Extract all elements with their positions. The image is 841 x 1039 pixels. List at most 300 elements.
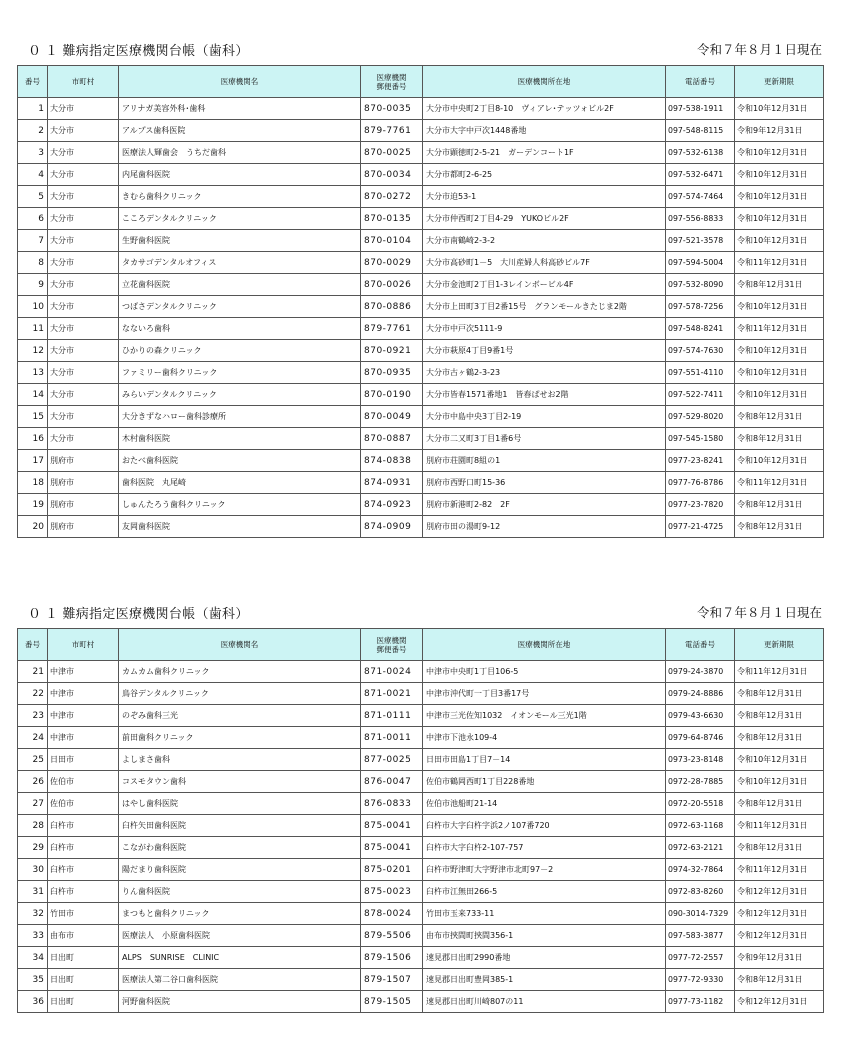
table-row <box>18 98 824 120</box>
table-row <box>18 252 824 274</box>
cell-address: 大分市古ヶ鶴2-3-23 <box>423 362 666 384</box>
cell-phone: 097-551-4110 <box>666 362 735 384</box>
cell-phone: 0979-64-8746 <box>666 727 735 749</box>
cell-address: 大分市高砂町1－5 大川産婦人科高砂ビル7F <box>423 252 666 274</box>
table-row <box>18 142 824 164</box>
section-header <box>0 601 841 621</box>
cell-expiry: 令和8年12月31日 <box>735 793 824 815</box>
table-row <box>18 771 824 793</box>
cell-no: 23 <box>18 705 48 727</box>
cell-expiry: 令和8年12月31日 <box>735 516 824 538</box>
cell-phone: 097-529-8020 <box>666 406 735 428</box>
table-row <box>18 683 824 705</box>
cell-phone: 0977-72-9330 <box>666 969 735 991</box>
cell-postal-code: 876-0047 <box>361 771 423 793</box>
cell-expiry: 令和8年12月31日 <box>735 837 824 859</box>
col-header-expiry: 更新期限 <box>735 66 824 98</box>
col-header-city: 市町村 <box>48 66 119 98</box>
cell-city: 大分市 <box>48 186 119 208</box>
cell-institution-name: こころデンタルクリニック <box>119 208 361 230</box>
cell-institution-name: のぞみ歯科三光 <box>119 705 361 727</box>
ledger-title-text: 難病指定医療機関台帳（歯科） <box>62 44 249 59</box>
cell-institution-name: りん歯科医院 <box>119 881 361 903</box>
cell-expiry: 令和11年12月31日 <box>735 859 824 881</box>
cell-no: 16 <box>18 428 48 450</box>
cell-no: 33 <box>18 925 48 947</box>
table-row <box>18 991 824 1013</box>
cell-expiry: 令和12年12月31日 <box>735 881 824 903</box>
cell-address: 佐伯市鶴岡西町1丁目228番地 <box>423 771 666 793</box>
cell-address: 大分市中央町2丁目8-10 ヴィアレ･テッツォビル2F <box>423 98 666 120</box>
table-row <box>18 727 824 749</box>
cell-institution-name: 医療法人輝歯会 うちだ歯科 <box>119 142 361 164</box>
cell-postal-code: 870-0886 <box>361 296 423 318</box>
cell-expiry: 令和10年12月31日 <box>735 450 824 472</box>
table-row <box>18 494 824 516</box>
cell-city: 臼杵市 <box>48 837 119 859</box>
cell-expiry: 令和10年12月31日 <box>735 186 824 208</box>
cell-postal-code: 870-0190 <box>361 384 423 406</box>
cell-institution-name: なないろ歯科 <box>119 318 361 340</box>
cell-no: 32 <box>18 903 48 925</box>
table-row <box>18 340 824 362</box>
cell-city: 竹田市 <box>48 903 119 925</box>
cell-address: 大分市皆春1571番地1 皆春ぱせお2階 <box>423 384 666 406</box>
cell-institution-name: おたべ歯科医院 <box>119 450 361 472</box>
cell-postal-code: 870-0272 <box>361 186 423 208</box>
cell-postal-code: 870-0921 <box>361 340 423 362</box>
cell-no: 15 <box>18 406 48 428</box>
cell-expiry: 令和12年12月31日 <box>735 925 824 947</box>
table-row <box>18 969 824 991</box>
table-row <box>18 793 824 815</box>
cell-address: 大分市仲西町2丁目4-29 YUKOビル2F <box>423 208 666 230</box>
cell-phone: 0977-23-8241 <box>666 450 735 472</box>
cell-expiry: 令和10年12月31日 <box>735 340 824 362</box>
table-row <box>18 362 824 384</box>
cell-no: 3 <box>18 142 48 164</box>
cell-phone: 097-538-1911 <box>666 98 735 120</box>
cell-city: 臼杵市 <box>48 881 119 903</box>
cell-no: 9 <box>18 274 48 296</box>
cell-address: 大分市金池町2丁目1-3レインボービル4F <box>423 274 666 296</box>
cell-expiry: 令和10年12月31日 <box>735 164 824 186</box>
cell-city: 別府市 <box>48 450 119 472</box>
col-header-zip-line2: 郵便番号 <box>376 644 407 654</box>
cell-expiry: 令和11年12月31日 <box>735 472 824 494</box>
cell-address: 大分市迫53-1 <box>423 186 666 208</box>
cell-postal-code: 871-0021 <box>361 683 423 705</box>
cell-postal-code: 875-0023 <box>361 881 423 903</box>
table-row <box>18 296 824 318</box>
cell-no: 4 <box>18 164 48 186</box>
cell-expiry: 令和10年12月31日 <box>735 362 824 384</box>
cell-no: 21 <box>18 661 48 683</box>
col-header-zip-line2: 郵便番号 <box>376 81 407 91</box>
section-header <box>0 38 841 58</box>
col-header-city: 市町村 <box>48 629 119 661</box>
cell-no: 28 <box>18 815 48 837</box>
cell-no: 10 <box>18 296 48 318</box>
cell-postal-code: 870-0026 <box>361 274 423 296</box>
cell-postal-code: 870-0935 <box>361 362 423 384</box>
table-header-row <box>18 66 824 98</box>
cell-address: 別府市田の湯町9-12 <box>423 516 666 538</box>
cell-no: 17 <box>18 450 48 472</box>
cell-postal-code: 874-0838 <box>361 450 423 472</box>
cell-institution-name: 医療法人第二谷口歯科医院 <box>119 969 361 991</box>
cell-city: 大分市 <box>48 142 119 164</box>
cell-institution-name: 臼杵矢田歯科医院 <box>119 815 361 837</box>
cell-no: 8 <box>18 252 48 274</box>
cell-postal-code: 871-0011 <box>361 727 423 749</box>
cell-expiry: 令和10年12月31日 <box>735 208 824 230</box>
cell-city: 大分市 <box>48 98 119 120</box>
cell-no: 24 <box>18 727 48 749</box>
col-header-tel: 電話番号 <box>666 66 735 98</box>
cell-city: 臼杵市 <box>48 815 119 837</box>
cell-phone: 0977-23-7820 <box>666 494 735 516</box>
cell-postal-code: 879-1506 <box>361 947 423 969</box>
cell-expiry: 令和9年12月31日 <box>735 947 824 969</box>
cell-no: 25 <box>18 749 48 771</box>
cell-expiry: 令和8年12月31日 <box>735 683 824 705</box>
cell-phone: 0972-20-5518 <box>666 793 735 815</box>
cell-no: 6 <box>18 208 48 230</box>
cell-postal-code: 870-0104 <box>361 230 423 252</box>
col-header-no: 番号 <box>18 66 48 98</box>
cell-institution-name: 木村歯科医院 <box>119 428 361 450</box>
cell-address: 中津市三光佐知1032 イオンモール三光1階 <box>423 705 666 727</box>
cell-postal-code: 871-0024 <box>361 661 423 683</box>
cell-postal-code: 871-0111 <box>361 705 423 727</box>
cell-no: 29 <box>18 837 48 859</box>
cell-city: 大分市 <box>48 340 119 362</box>
cell-city: 佐伯市 <box>48 793 119 815</box>
cell-no: 22 <box>18 683 48 705</box>
cell-address: 速見郡日出町2990番地 <box>423 947 666 969</box>
cell-address: 大分市中戸次5111-9 <box>423 318 666 340</box>
cell-expiry: 令和11年12月31日 <box>735 815 824 837</box>
table-row <box>18 472 824 494</box>
cell-city: 中津市 <box>48 661 119 683</box>
cell-city: 大分市 <box>48 362 119 384</box>
cell-institution-name: ひかりの森クリニック <box>119 340 361 362</box>
cell-institution-name: アルプス歯科医院 <box>119 120 361 142</box>
table-row <box>18 705 824 727</box>
table-row <box>18 164 824 186</box>
cell-address: 大分市中島中央3丁目2-19 <box>423 406 666 428</box>
cell-city: 大分市 <box>48 428 119 450</box>
cell-institution-name: しゅんたろう歯科クリニック <box>119 494 361 516</box>
cell-postal-code: 874-0909 <box>361 516 423 538</box>
col-header-address: 医療機関所在地 <box>423 66 666 98</box>
table-row <box>18 516 824 538</box>
cell-phone: 0972-28-7885 <box>666 771 735 793</box>
cell-institution-name: 鳥谷デンタルクリニック <box>119 683 361 705</box>
cell-address: 大分市都町2-6-25 <box>423 164 666 186</box>
col-header-zip-line1: 医療機関 <box>376 72 407 82</box>
table-row <box>18 749 824 771</box>
col-header-address: 医療機関所在地 <box>423 629 666 661</box>
cell-city: 日田市 <box>48 749 119 771</box>
col-header-zip <box>361 66 423 98</box>
cell-no: 26 <box>18 771 48 793</box>
table-row <box>18 925 824 947</box>
cell-postal-code: 878-0024 <box>361 903 423 925</box>
table-row <box>18 947 824 969</box>
cell-no: 35 <box>18 969 48 991</box>
cell-institution-name: こながわ歯科医院 <box>119 837 361 859</box>
cell-phone: 097-532-8090 <box>666 274 735 296</box>
table-row <box>18 318 824 340</box>
cell-address: 大分市萩原4丁目9番1号 <box>423 340 666 362</box>
cell-institution-name: 陽だまり歯科医院 <box>119 859 361 881</box>
cell-city: 大分市 <box>48 406 119 428</box>
cell-city: 中津市 <box>48 705 119 727</box>
cell-postal-code: 870-0034 <box>361 164 423 186</box>
cell-postal-code: 870-0887 <box>361 428 423 450</box>
cell-city: 大分市 <box>48 274 119 296</box>
table-row <box>18 120 824 142</box>
cell-no: 1 <box>18 98 48 120</box>
cell-no: 19 <box>18 494 48 516</box>
table-body <box>18 98 824 538</box>
cell-expiry: 令和11年12月31日 <box>735 252 824 274</box>
ledger-section-2 <box>0 601 841 1007</box>
cell-postal-code: 879-5506 <box>361 925 423 947</box>
cell-address: 別府市荘園町8組の1 <box>423 450 666 472</box>
cell-phone: 090-3014-7329 <box>666 903 735 925</box>
cell-address: 臼杵市大字臼杵2-107-757 <box>423 837 666 859</box>
cell-city: 日出町 <box>48 947 119 969</box>
cell-phone: 097-574-7464 <box>666 186 735 208</box>
cell-postal-code: 879-7761 <box>361 120 423 142</box>
cell-postal-code: 877-0025 <box>361 749 423 771</box>
cell-phone: 097-548-8115 <box>666 120 735 142</box>
table-row <box>18 274 824 296</box>
cell-phone: 097-532-6138 <box>666 142 735 164</box>
cell-postal-code: 870-0029 <box>361 252 423 274</box>
table-row <box>18 450 824 472</box>
cell-expiry: 令和10年12月31日 <box>735 296 824 318</box>
col-header-zip <box>361 629 423 661</box>
cell-institution-name: 内尾歯科医院 <box>119 164 361 186</box>
col-header-no: 番号 <box>18 629 48 661</box>
cell-phone: 0979-24-8886 <box>666 683 735 705</box>
cell-expiry: 令和8年12月31日 <box>735 705 824 727</box>
cell-institution-name: ファミリー歯科クリニック <box>119 362 361 384</box>
cell-address: 臼杵市江無田266-5 <box>423 881 666 903</box>
cell-city: 佐伯市 <box>48 771 119 793</box>
table-row <box>18 428 824 450</box>
cell-address: 大分市大字中戸次1448番地 <box>423 120 666 142</box>
cell-address: 大分市顕徳町2-5-21 ガーデンコート1F <box>423 142 666 164</box>
cell-city: 中津市 <box>48 683 119 705</box>
ledger-title <box>28 603 249 622</box>
table-body <box>18 661 824 1013</box>
cell-city: 日出町 <box>48 991 119 1013</box>
cell-address: 臼杵市野津町大字野津市北町97－2 <box>423 859 666 881</box>
col-header-zip-line1: 医療機関 <box>376 635 407 645</box>
cell-no: 36 <box>18 991 48 1013</box>
cell-no: 18 <box>18 472 48 494</box>
cell-postal-code: 879-1507 <box>361 969 423 991</box>
ledger-section-1 <box>0 38 841 532</box>
cell-address: 速見郡日出町川崎807の11 <box>423 991 666 1013</box>
cell-postal-code: 870-0025 <box>361 142 423 164</box>
cell-city: 日出町 <box>48 969 119 991</box>
cell-address: 中津市中央町1丁目106-5 <box>423 661 666 683</box>
cell-expiry: 令和8年12月31日 <box>735 406 824 428</box>
cell-phone: 0972-63-1168 <box>666 815 735 837</box>
cell-city: 大分市 <box>48 230 119 252</box>
cell-city: 臼杵市 <box>48 859 119 881</box>
table-header-row <box>18 629 824 661</box>
cell-address: 中津市下池永109-4 <box>423 727 666 749</box>
cell-expiry: 令和10年12月31日 <box>735 749 824 771</box>
cell-no: 30 <box>18 859 48 881</box>
cell-institution-name: はやし歯科医院 <box>119 793 361 815</box>
cell-postal-code: 874-0923 <box>361 494 423 516</box>
cell-postal-code: 874-0931 <box>361 472 423 494</box>
table-row <box>18 661 824 683</box>
table-row <box>18 903 824 925</box>
cell-no: 14 <box>18 384 48 406</box>
col-header-expiry: 更新期限 <box>735 629 824 661</box>
col-header-name: 医療機関名 <box>119 629 361 661</box>
cell-phone: 0979-24-3870 <box>666 661 735 683</box>
as-of-date: 令和７年８月１日現在 <box>696 42 822 57</box>
cell-postal-code: 870-0049 <box>361 406 423 428</box>
col-header-name: 医療機関名 <box>119 66 361 98</box>
cell-expiry: 令和8年12月31日 <box>735 727 824 749</box>
col-header-tel: 電話番号 <box>666 629 735 661</box>
cell-institution-name: 河野歯科医院 <box>119 991 361 1013</box>
cell-phone: 097-545-1580 <box>666 428 735 450</box>
cell-postal-code: 870-0035 <box>361 98 423 120</box>
cell-institution-name: アリナガ美容外科･歯科 <box>119 98 361 120</box>
as-of-date: 令和７年８月１日現在 <box>696 605 822 620</box>
cell-expiry: 令和10年12月31日 <box>735 771 824 793</box>
cell-institution-name: きむら歯科クリニック <box>119 186 361 208</box>
institution-table <box>17 65 824 538</box>
cell-no: 34 <box>18 947 48 969</box>
cell-institution-name: 生野歯科医院 <box>119 230 361 252</box>
ledger-number: ０１ <box>28 44 63 59</box>
cell-city: 大分市 <box>48 296 119 318</box>
cell-postal-code: 879-1505 <box>361 991 423 1013</box>
cell-postal-code: 875-0041 <box>361 815 423 837</box>
cell-postal-code: 875-0201 <box>361 859 423 881</box>
cell-expiry: 令和8年12月31日 <box>735 274 824 296</box>
cell-address: 佐伯市池船町21-14 <box>423 793 666 815</box>
table-row <box>18 406 824 428</box>
cell-city: 大分市 <box>48 208 119 230</box>
cell-expiry: 令和8年12月31日 <box>735 969 824 991</box>
cell-postal-code: 879-7761 <box>361 318 423 340</box>
cell-no: 27 <box>18 793 48 815</box>
cell-address: 大分市上田町3丁目2番15号 グランモールきたじま2階 <box>423 296 666 318</box>
cell-expiry: 令和8年12月31日 <box>735 428 824 450</box>
cell-city: 大分市 <box>48 120 119 142</box>
cell-address: 日田市田島1丁目7－14 <box>423 749 666 771</box>
cell-phone: 097-522-7411 <box>666 384 735 406</box>
cell-city: 中津市 <box>48 727 119 749</box>
cell-address: 速見郡日出町豊岡385-1 <box>423 969 666 991</box>
cell-city: 別府市 <box>48 516 119 538</box>
cell-phone: 097-594-5004 <box>666 252 735 274</box>
institution-table <box>17 628 824 1013</box>
cell-address: 大分市南鶴崎2-3-2 <box>423 230 666 252</box>
cell-city: 大分市 <box>48 318 119 340</box>
cell-institution-name: まつもと歯科クリニック <box>119 903 361 925</box>
cell-expiry: 令和11年12月31日 <box>735 661 824 683</box>
cell-no: 31 <box>18 881 48 903</box>
table-row <box>18 815 824 837</box>
cell-phone: 097-583-3877 <box>666 925 735 947</box>
cell-expiry: 令和10年12月31日 <box>735 142 824 164</box>
cell-institution-name: 前田歯科クリニック <box>119 727 361 749</box>
cell-phone: 0977-21-4725 <box>666 516 735 538</box>
cell-institution-name: タカサゴデンタルオフィス <box>119 252 361 274</box>
ledger-number: ０１ <box>28 607 63 622</box>
cell-expiry: 令和9年12月31日 <box>735 120 824 142</box>
cell-institution-name: 立花歯科医院 <box>119 274 361 296</box>
ledger-title-text: 難病指定医療機関台帳（歯科） <box>62 607 249 622</box>
table-row <box>18 208 824 230</box>
cell-phone: 097-548-8241 <box>666 318 735 340</box>
cell-address: 別府市新港町2-82 2F <box>423 494 666 516</box>
cell-phone: 0972-83-8260 <box>666 881 735 903</box>
cell-institution-name: 友岡歯科医院 <box>119 516 361 538</box>
cell-institution-name: コスモタウン歯科 <box>119 771 361 793</box>
cell-no: 12 <box>18 340 48 362</box>
cell-expiry: 令和12年12月31日 <box>735 991 824 1013</box>
cell-no: 2 <box>18 120 48 142</box>
cell-city: 別府市 <box>48 472 119 494</box>
cell-institution-name: つばさデンタルクリニック <box>119 296 361 318</box>
cell-address: 由布市挾間町挾間356-1 <box>423 925 666 947</box>
table-row <box>18 859 824 881</box>
cell-postal-code: 870-0135 <box>361 208 423 230</box>
cell-expiry: 令和8年12月31日 <box>735 494 824 516</box>
cell-institution-name: みらいデンタルクリニック <box>119 384 361 406</box>
cell-city: 由布市 <box>48 925 119 947</box>
cell-institution-name: ALPS SUNRISE CLINIC <box>119 947 361 969</box>
cell-expiry: 令和12年12月31日 <box>735 903 824 925</box>
cell-institution-name: 医療法人 小原歯科医院 <box>119 925 361 947</box>
cell-address: 臼杵市大字臼杵字浜2ノ107番720 <box>423 815 666 837</box>
cell-expiry: 令和10年12月31日 <box>735 230 824 252</box>
cell-no: 11 <box>18 318 48 340</box>
table-row <box>18 230 824 252</box>
cell-city: 大分市 <box>48 164 119 186</box>
cell-address: 大分市二又町3丁目1番6号 <box>423 428 666 450</box>
cell-no: 5 <box>18 186 48 208</box>
cell-phone: 097-521-3578 <box>666 230 735 252</box>
cell-institution-name: カムカム歯科クリニック <box>119 661 361 683</box>
cell-phone: 0979-43-6630 <box>666 705 735 727</box>
cell-institution-name: 大分きずなハロー歯科診療所 <box>119 406 361 428</box>
cell-no: 20 <box>18 516 48 538</box>
cell-no: 7 <box>18 230 48 252</box>
cell-phone: 0977-73-1182 <box>666 991 735 1013</box>
cell-phone: 0972-63-2121 <box>666 837 735 859</box>
cell-phone: 0977-72-2557 <box>666 947 735 969</box>
table-row <box>18 881 824 903</box>
cell-institution-name: よしまさ歯科 <box>119 749 361 771</box>
